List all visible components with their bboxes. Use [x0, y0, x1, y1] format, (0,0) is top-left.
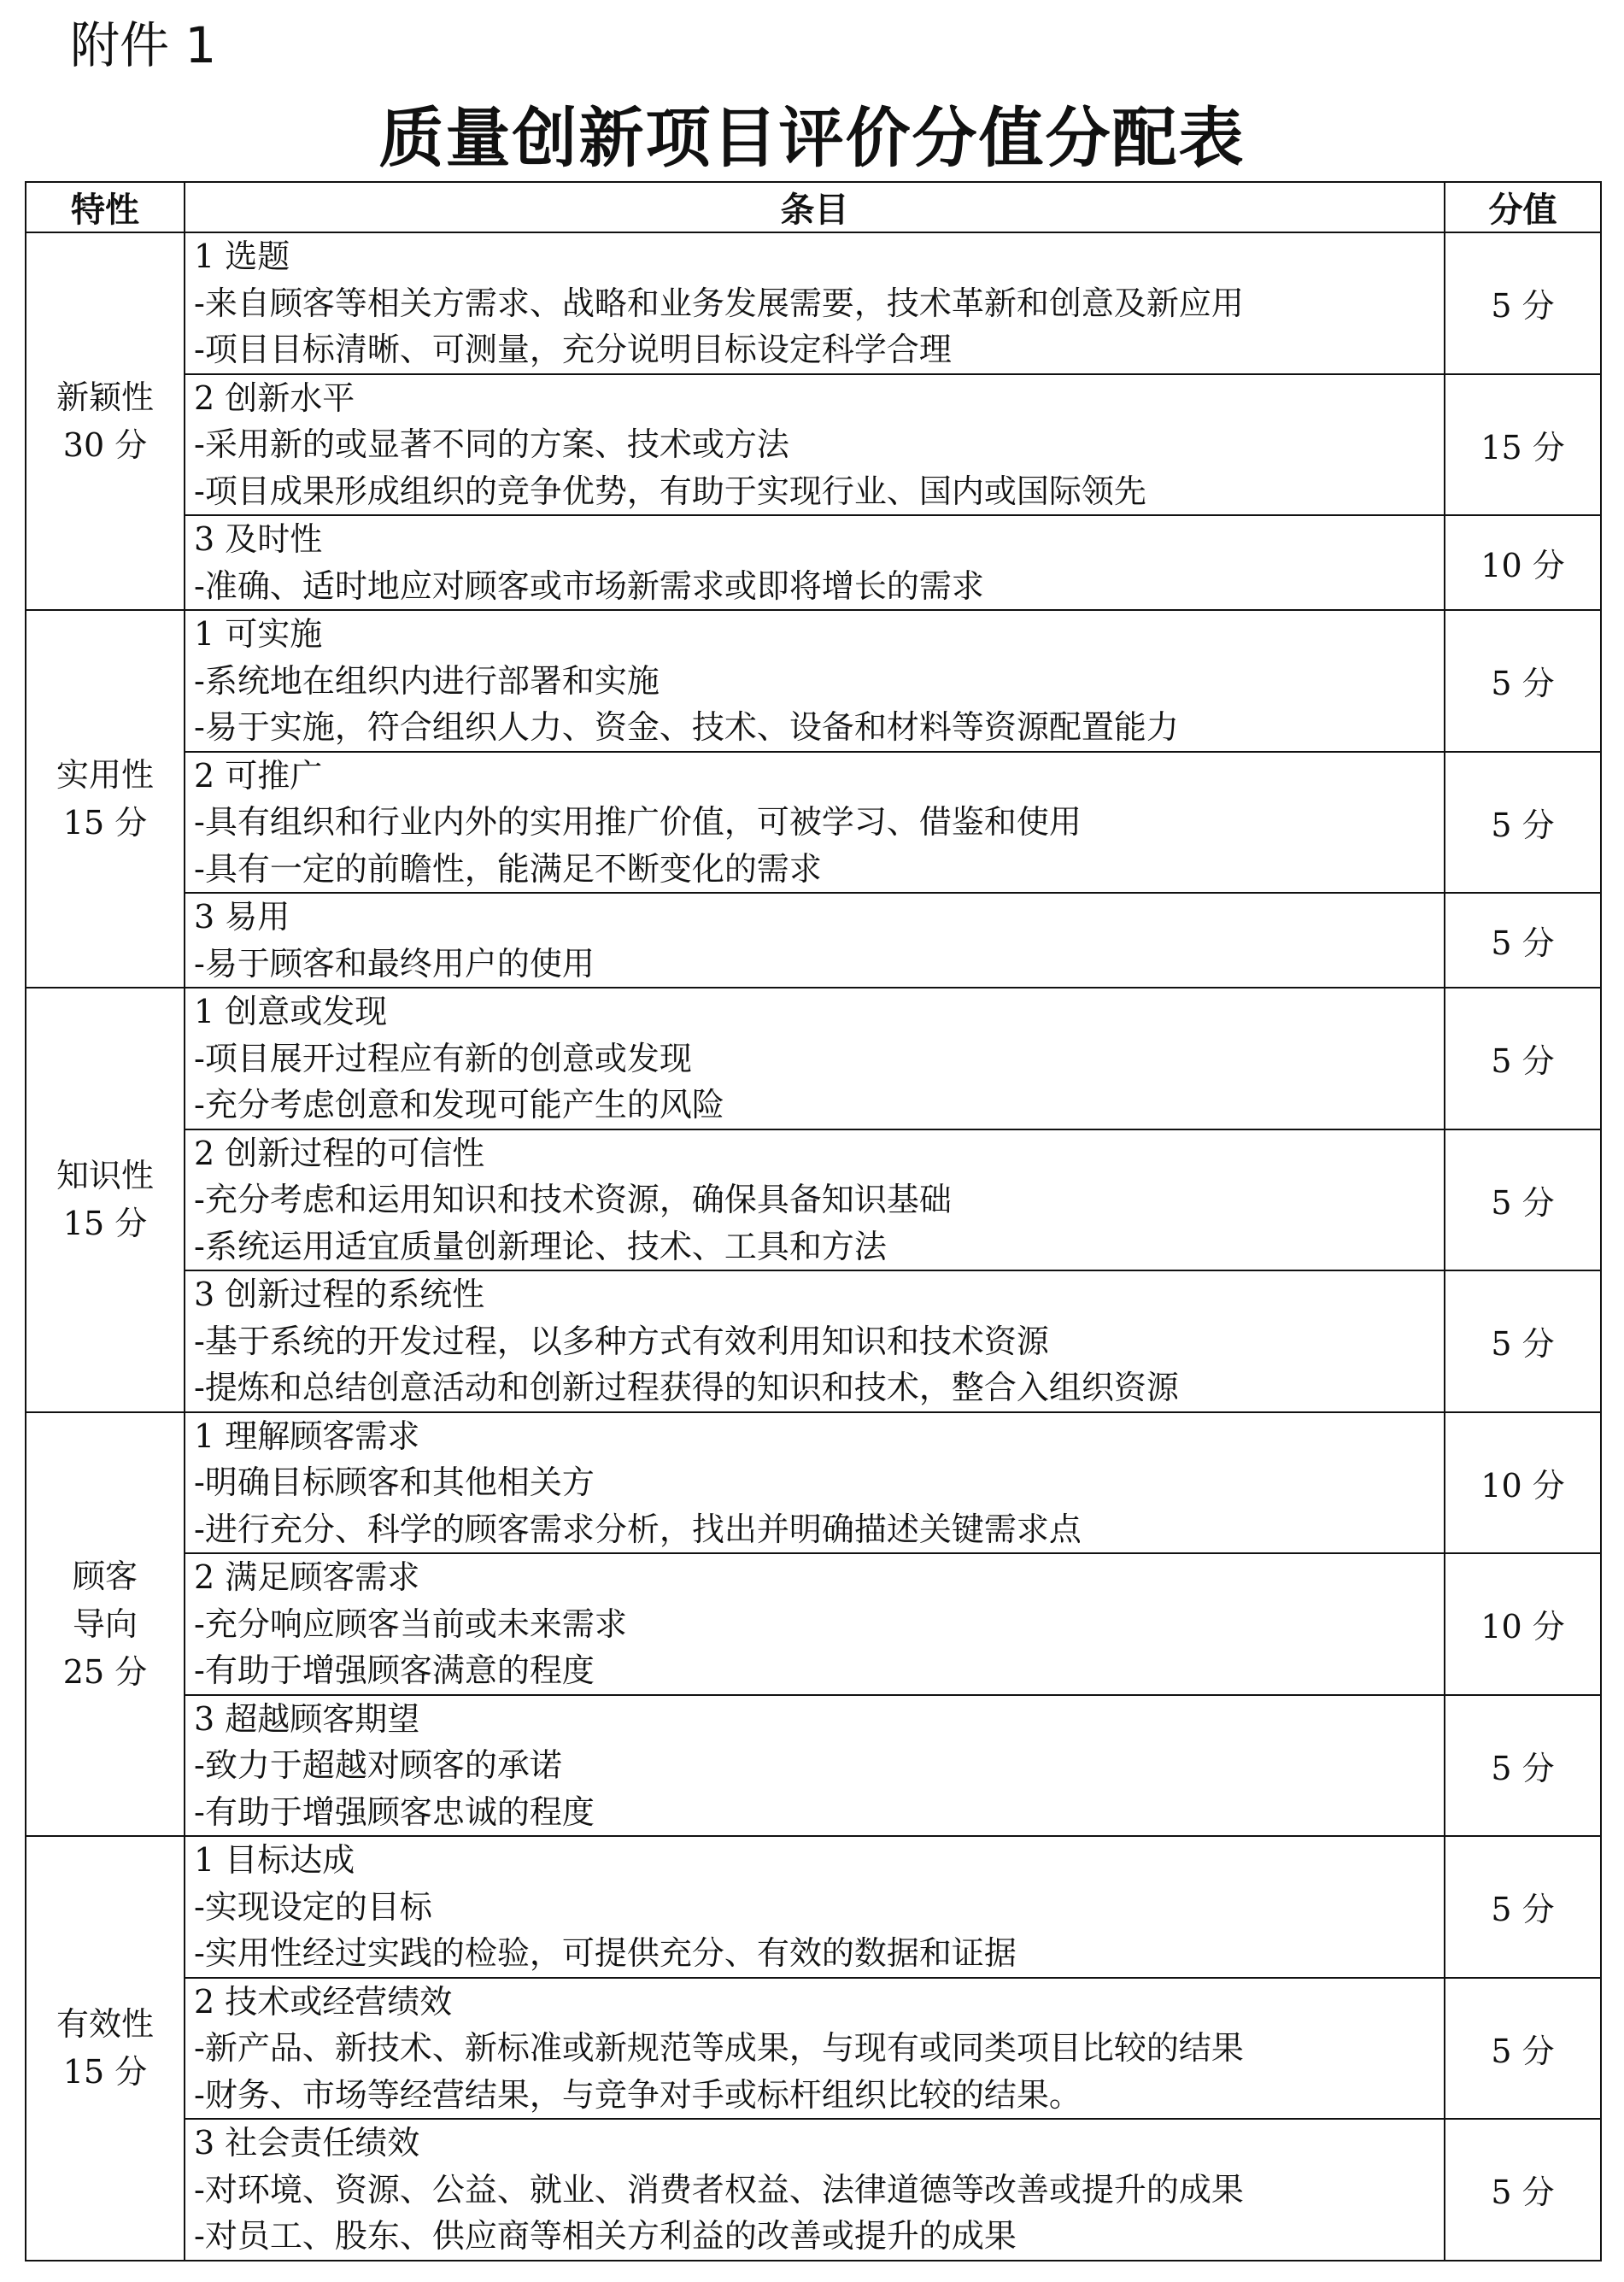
item-criterion: -项目目标清晰、可测量，充分说明目标设定科学合理 [194, 331, 952, 368]
item-criterion: -具有一定的前瞻性，能满足不断变化的需求 [194, 849, 822, 888]
score-cell: 10 分 [1445, 1412, 1601, 1554]
item-title: 1 理解顾客需求 [194, 1417, 420, 1455]
feature-name-line: 实用性 [56, 756, 154, 794]
item-title: 2 可推广 [194, 756, 323, 795]
item-title: 1 创意或发现 [194, 993, 388, 1030]
item-criterion: -基于系统的开发过程，以多种方式有效利用知识和技术资源 [194, 1322, 1049, 1360]
item-criterion: -实用性经过实践的检验，可提供充分、有效的数据和证据 [194, 1934, 1017, 1972]
item-criterion: -有助于增强顾客满意的程度 [194, 1651, 595, 1689]
feature-cell [26, 232, 185, 610]
item-title: 3 社会责任绩效 [194, 2124, 420, 2162]
feature-name-line: 知识性 [56, 1157, 154, 1195]
feature-name-line: 导向 [72, 1604, 138, 1643]
item-criterion: -实现设定的目标 [194, 1887, 432, 1926]
score-cell: 5 分 [1445, 893, 1601, 988]
score-cell: 5 分 [1445, 988, 1601, 1129]
score-cell: 5 分 [1445, 752, 1601, 894]
item-criterion: -系统地在组织内进行部署和实施 [194, 661, 660, 700]
feature-name-line: 30 分 [62, 426, 148, 464]
item-cell [185, 988, 1445, 1129]
item-criterion: -进行充分、科学的顾客需求分析，找出并明确描述关键需求点 [194, 1510, 1082, 1548]
item-criterion: -易于实施，符合组织人力、资金、技术、设备和材料等资源配置能力 [194, 708, 1179, 746]
item-cell [185, 2119, 1445, 2261]
item-title: 2 创新过程的可信性 [194, 1134, 485, 1172]
score-cell: 5 分 [1445, 610, 1601, 752]
item-title: 3 易用 [194, 898, 290, 936]
table-header-row [26, 182, 1601, 232]
item-criterion: -充分考虑和运用知识和技术资源，确保具备知识基础 [194, 1181, 952, 1218]
item-criterion: -来自顾客等相关方需求、战略和业务发展需要，技术革新和创意及新应用 [194, 284, 1244, 322]
score-table [25, 181, 1602, 2261]
item-cell [185, 1978, 1445, 2120]
header-score: 分值 [1445, 182, 1601, 232]
score-cell: 15 分 [1445, 374, 1601, 516]
item-criterion: -提炼和总结创意活动和创新过程获得的知识和技术，整合入组织资源 [194, 1369, 1179, 1406]
score-cell: 5 分 [1445, 1129, 1601, 1271]
document-title: 质量创新项目评价分值分配表 [378, 100, 1246, 176]
item-criterion: -系统运用适宜质量创新理论、技术、工具和方法 [194, 1227, 887, 1265]
item-cell [185, 893, 1445, 988]
score-cell: 5 分 [1445, 2119, 1601, 2261]
table-row [26, 1270, 1601, 1412]
item-cell [185, 1270, 1445, 1412]
item-criterion: -项目展开过程应有新的创意或发现 [194, 1039, 692, 1077]
item-criterion: -具有组织和行业内外的实用推广价值，可被学习、借鉴和使用 [194, 803, 1082, 841]
header-item: 条目 [185, 182, 1445, 232]
table-row [26, 752, 1601, 894]
score-cell: 5 分 [1445, 1836, 1601, 1978]
attachment-label: 附件 1 [70, 16, 217, 74]
item-cell [185, 374, 1445, 516]
table-row [26, 232, 1601, 374]
item-cell [185, 1553, 1445, 1695]
score-cell: 5 分 [1445, 232, 1601, 374]
item-criterion: -充分响应顾客当前或未来需求 [194, 1604, 627, 1643]
item-criterion: -明确目标顾客和其他相关方 [194, 1464, 595, 1501]
feature-cell [26, 1412, 185, 1837]
score-cell: 5 分 [1445, 1695, 1601, 1837]
item-criterion: -易于顾客和最终用户的使用 [194, 944, 595, 983]
feature-name-line: 新颖性 [56, 378, 154, 416]
item-criterion: -采用新的或显著不同的方案、技术或方法 [194, 425, 789, 463]
item-criterion: -准确、适时地应对顾客或市场新需求或即将增长的需求 [194, 566, 984, 605]
item-title: 2 满足顾客需求 [194, 1558, 420, 1596]
item-criterion: -致力于超越对顾客的承诺 [194, 1746, 562, 1784]
table-row [26, 2119, 1601, 2261]
item-title: 2 创新水平 [194, 378, 355, 417]
table-row [26, 1553, 1601, 1695]
item-cell [185, 1695, 1445, 1837]
score-cell: 5 分 [1445, 1270, 1601, 1412]
feature-cell [26, 1836, 185, 2261]
feature-name-line: 25 分 [62, 1652, 148, 1691]
item-title: 1 可实施 [194, 615, 323, 653]
feature-name-line: 有效性 [56, 2005, 154, 2044]
item-cell [185, 1129, 1445, 1271]
item-title: 1 目标达成 [194, 1841, 355, 1879]
item-cell [185, 1412, 1445, 1554]
item-title: 3 超越顾客期望 [194, 1699, 420, 1738]
header-feature: 特性 [26, 182, 185, 232]
score-cell: 10 分 [1445, 515, 1601, 610]
feature-cell [26, 988, 185, 1412]
item-cell [185, 232, 1445, 374]
table-row [26, 374, 1601, 516]
feature-name-line: 15 分 [62, 2053, 148, 2091]
table-row [26, 893, 1601, 988]
item-criterion: -对环境、资源、公益、就业、消费者权益、法律道德等改善或提升的成果 [194, 2170, 1244, 2209]
table-row [26, 515, 1601, 610]
feature-name-line: 15 分 [62, 804, 148, 842]
item-criterion: -项目成果形成组织的竞争优势，有助于实现行业、国内或国际领先 [194, 472, 1146, 510]
item-cell [185, 1836, 1445, 1978]
item-criterion: -新产品、新技术、新标准或新规范等成果，与现有或同类项目比较的结果 [194, 2029, 1244, 2067]
item-title: 3 及时性 [194, 520, 323, 558]
item-criterion: -充分考虑创意和发现可能产生的风险 [194, 1086, 724, 1123]
item-criterion: -财务、市场等经营结果，与竞争对手或标杆组织比较的结果。 [194, 2075, 1082, 2114]
feature-name-line: 顾客 [72, 1557, 138, 1595]
score-cell: 10 分 [1445, 1553, 1601, 1695]
item-criterion: -有助于增强顾客忠诚的程度 [194, 1792, 595, 1831]
table-row [26, 988, 1601, 1129]
table-body [26, 232, 1601, 2261]
item-title: 1 选题 [194, 238, 290, 275]
score-cell: 5 分 [1445, 1978, 1601, 2120]
feature-cell [26, 610, 185, 988]
item-cell [185, 610, 1445, 752]
table-row [26, 1412, 1601, 1554]
feature-name-line: 15 分 [62, 1205, 148, 1243]
table-row [26, 1836, 1601, 1978]
item-title: 2 技术或经营绩效 [194, 1982, 453, 2021]
table-row [26, 1129, 1601, 1271]
item-cell [185, 515, 1445, 610]
table-row [26, 1695, 1601, 1837]
item-cell [185, 752, 1445, 894]
table-row [26, 1978, 1601, 2120]
item-title: 3 创新过程的系统性 [194, 1276, 485, 1313]
table-row [26, 610, 1601, 752]
item-criterion: -对员工、股东、供应商等相关方利益的改善或提升的成果 [194, 2217, 1017, 2255]
